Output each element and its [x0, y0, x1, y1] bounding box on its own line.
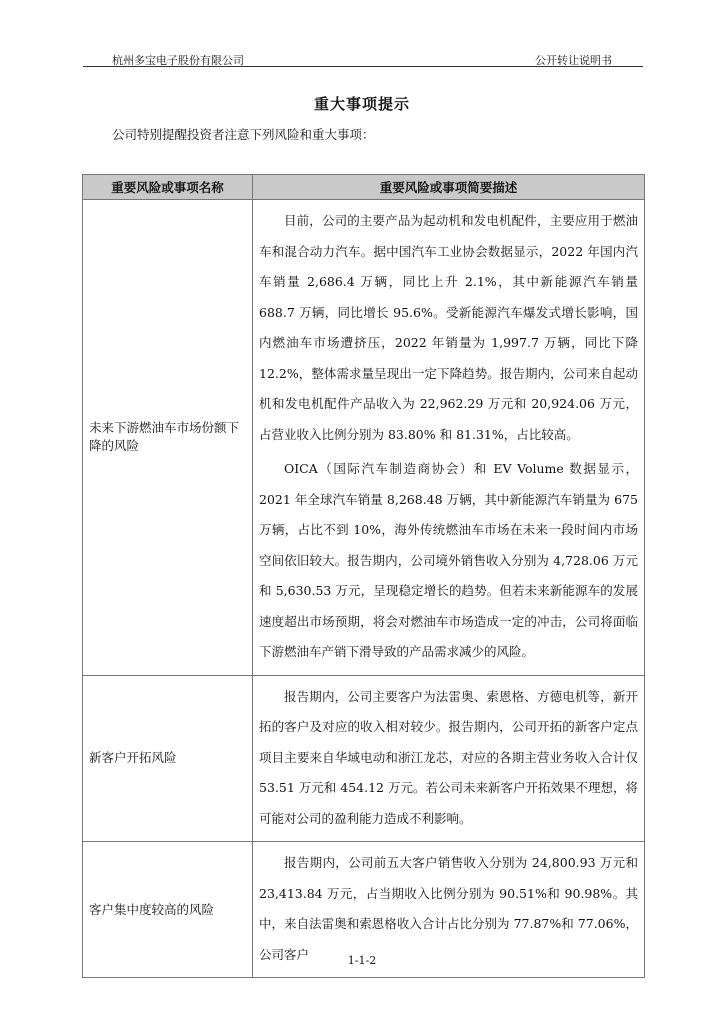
col-header-risk-name: 重要风险或事项名称 [83, 175, 253, 200]
risk-description [253, 200, 645, 676]
risk-name: 新客户开拓风险 [83, 675, 253, 842]
risk-paragraph: 目前，公司的主要产品为起动机和发电机配件，主要应用于燃油车和混合动力汽车。据中国汽车工业协会数据显示，2022 年国内汽车销量 2,686.4 万辆，同比上升 2.1%，其中新能源汽车销量 688.7 万辆，同比增长 95.6%。受新能源汽车爆发式增长影响，国内燃油车市场遭挤压，2022 年销量为 1,997.7 万辆，同比下降 12.2%，整体需求量呈现出一定下降趋势。报告期内，公司来自起动机和发电机配件产品收入为 22,962.29 万元和 20,924.06 万元，占营业收入比例分别为 83.80% 和 81.31%，占比较高。 [259, 213, 638, 442]
col-header-risk-description: 重要风险或事项简要描述 [253, 175, 645, 200]
section-title: 重大事项提示 [313, 95, 410, 113]
page-number: 1-1-2 [347, 954, 377, 967]
risk-table-header-row [83, 175, 645, 200]
risk-paragraph: 报告期内，公司主要客户为法雷奥、索恩格、方德电机等，新开拓的客户及对应的收入相对较少。报告期内，公司开拓的新客户定点项目主要来自华域电动和浙江龙芯，对应的各期主营业务收入合计仅 53.51 万元和 454.12 万元。若公司未来新客户开拓效果不理想，将可能对公司的盈利能力造成不利影响。 [259, 688, 638, 826]
risk-paragraph: OICA（国际汽车制造商协会）和 EV Volume 数据显示，2021 年全球汽车销量 8,268.48 万辆，其中新能源汽车销量为 675 万辆，占比不到 10%，海外传统燃油车市场在未来一段时间内市场空间依旧较大。报告期内，公司境外销售收入分别为 4,728.06 万元和 5,630.53 万元，呈现稳定增长的趋势。但若未来新能源车的发展速度超出市场预期，将会对燃油车市场造成一定的冲击，公司将面临下游燃油车产销下滑导致的产品需求减少的风险。 [259, 461, 638, 659]
section-intro: 公司特别提醒投资者注意下列风险和重大事项： [112, 127, 375, 142]
risk-paragraph: 报告期内，公司前五大客户销售收入分别为 24,800.93 万元和 23,413.84 万元，占当期收入比例分别为 90.51%和 90.98%。其中，来自法雷奥和索恩格收入合计占比分别为 77.87%和 77.06%，公司客户 [259, 855, 638, 962]
risk-table [82, 174, 645, 978]
header-document-type: 公开转让说明书 [535, 54, 612, 67]
header-divider [83, 66, 643, 67]
risk-name: 未来下游燃油车市场份额下降的风险 [83, 200, 253, 676]
table-row [83, 675, 645, 842]
header-company-name: 杭州多宝电子股份有限公司 [112, 54, 244, 67]
table-row [83, 200, 645, 676]
risk-description [253, 675, 645, 842]
risk-name: 客户集中度较高的风险 [83, 842, 253, 978]
